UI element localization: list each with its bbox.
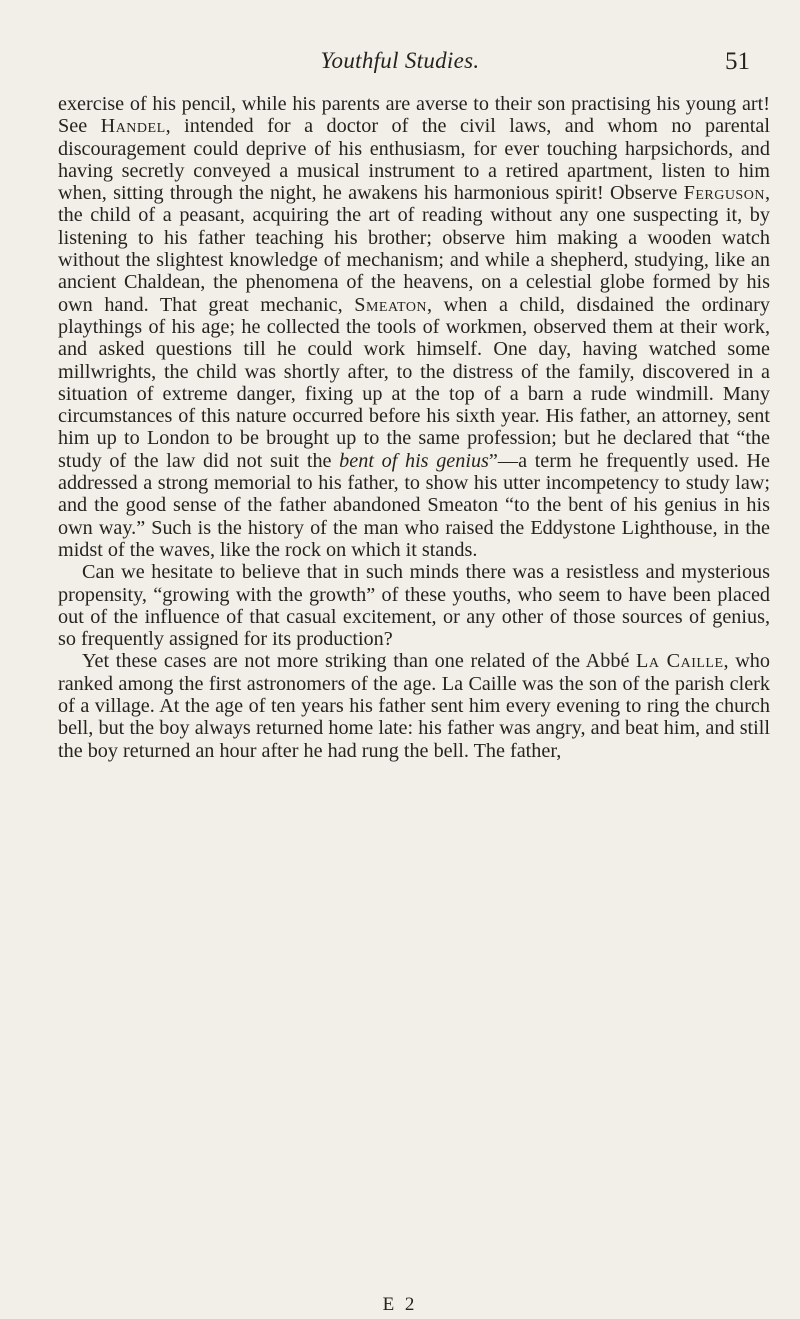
signature-mark: E 2 [382,1294,418,1315]
text-run: , who ranked among the first astronomers of the age. La Caille was the son of the parish clerk of a village. At the age of ten years his father sent him every evening to ring the church bell, but the boy always returned home late: his father was angry, and beat him, and still the boy returned an hour after he had rung the bell. The father, [58,650,770,762]
small-caps-name: La Caille [636,650,724,673]
running-title: Youthful Studies. [320,48,480,73]
text-run: Can we hesitate to believe that in such minds there was a resistless and mysterious propensity, “growing with the growth” of these youths, who seem to have been placed out of the influence of that casual excitement, or any other of those sources of genius, so frequently assigned for its production? [58,561,770,651]
body-text [58,93,770,762]
text-run: , when a child, disdained the ordinary playthings of his age; he collected the tools of workmen, observed them at their work, and asked questions till he could work himself. One day, having watched some millwrights, the child was shortly after, to the distress of the family, discovered in a situation of extreme danger, fixing up at the top of a barn a rude windmill. Many circumstances of this nature occurred before his sixth year. His father, an attorney, sent him up to London to be brought up to the same profession; but he declared that “the study of the law did not suit the [58,293,770,472]
italic-phrase: bent of his genius [339,449,489,472]
text-run: , the child of a peasant, acquiring the art of reading without any one suspecting it, by listening to his father teaching his brother; observe him making a wooden watch without the slightest knowledge of mechanism; and while a shepherd, studying, like an ancient Chaldean, the phenomena of the heavens, on a celestial globe formed by his own hand. That great mechanic, [58,182,770,316]
text-run: Yet these cases are not more striking than one related of the Abbé [82,650,637,673]
paragraph [58,93,770,561]
page-header [0,48,800,88]
text-run: ”—a term he frequently used. He addressed a strong memorial to his father, to show his utter incompetency to study law; and the good sense of the father abandoned Smeaton “to the bent of his genius in his own way.” Such is the history of the man who raised the Eddystone Lighthouse, in the midst of the waves, like the rock on which it stands. [58,449,770,561]
small-caps-name: Ferguson [683,182,765,205]
small-caps-name: Handel [100,115,166,138]
text-run: exercise of his pencil, while his parents are averse to their son practising his young art! See [58,93,770,138]
text-run: , intended for a doctor of the civil laws, and whom no parental discouragement could deprive of his enthusiasm, for ever touching harpsichords, and having secretly conveyed a musical instrument to a retired apartment, listen to him when, sitting through the night, he awakens his harmonious spirit! Observe [58,115,770,205]
paragraph [58,650,770,761]
page-number: 51 [725,48,750,75]
small-caps-name: Smeaton [354,293,428,316]
paragraph [58,561,770,650]
